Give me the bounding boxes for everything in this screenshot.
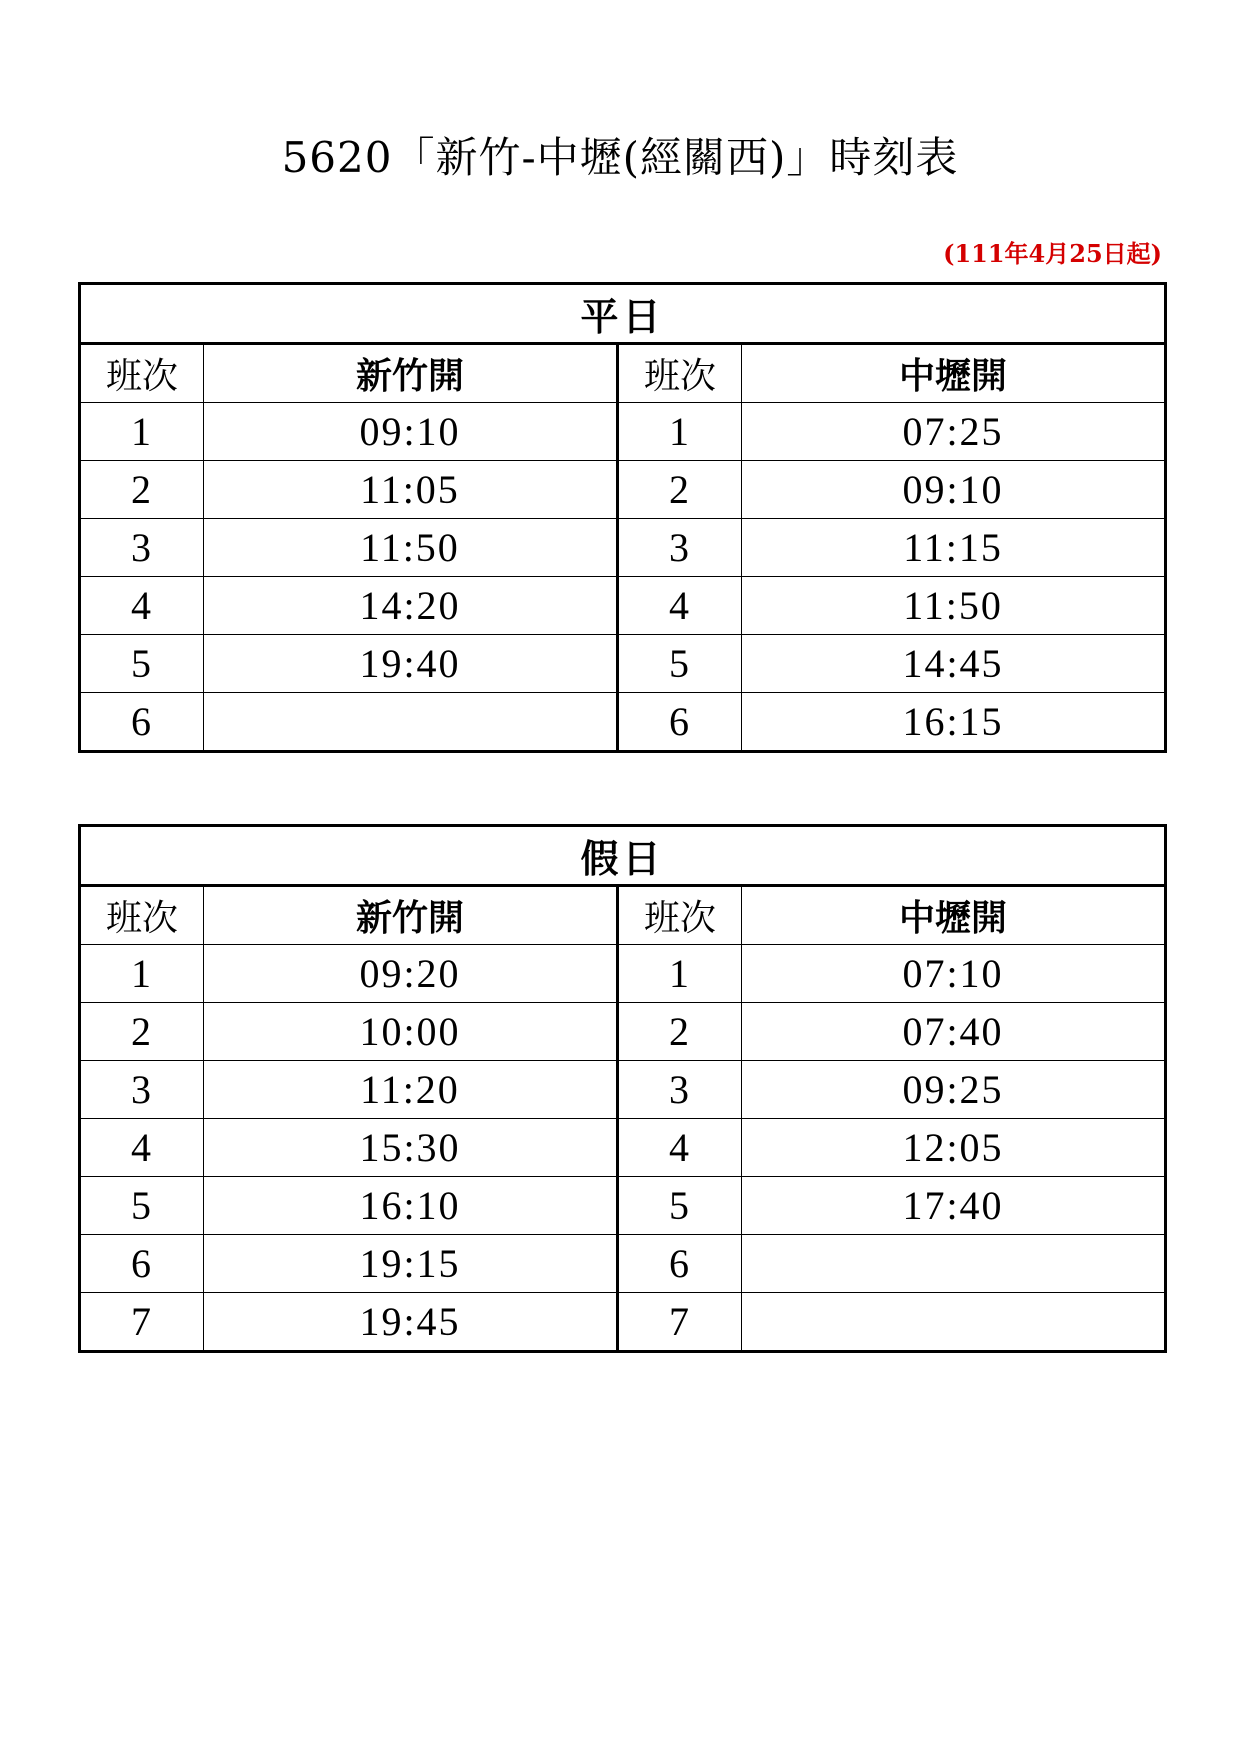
table-row [80, 461, 1166, 519]
zhongli-departure-time: 07:10 [742, 945, 1166, 1003]
zhongli-departure-time [742, 1235, 1166, 1293]
hsinchu-departure-time: 10:00 [204, 1003, 618, 1061]
run-number: 1 [618, 403, 742, 461]
run-number: 1 [80, 945, 204, 1003]
zhongli-departure-time: 09:25 [742, 1061, 1166, 1119]
run-number: 3 [80, 519, 204, 577]
hsinchu-departure-time: 09:10 [204, 403, 618, 461]
run-number: 4 [80, 1119, 204, 1177]
run-number: 2 [618, 461, 742, 519]
column-header-run-number: 班次 [618, 886, 742, 945]
effective-date: (111年4月25日起) [943, 239, 1162, 268]
table-row [80, 1293, 1166, 1352]
column-header-run-number: 班次 [80, 344, 204, 403]
run-number: 5 [80, 635, 204, 693]
run-number: 2 [618, 1003, 742, 1061]
table-row [80, 519, 1166, 577]
column-header-zhongli-departure: 中壢開 [742, 886, 1166, 945]
hsinchu-departure-time: 19:40 [204, 635, 618, 693]
table-row [80, 1061, 1166, 1119]
run-number: 1 [80, 403, 204, 461]
table-row [80, 577, 1166, 635]
hsinchu-departure-time: 19:15 [204, 1235, 618, 1293]
hsinchu-departure-time: 15:30 [204, 1119, 618, 1177]
hsinchu-departure-time: 11:50 [204, 519, 618, 577]
run-number: 2 [80, 1003, 204, 1061]
page-title: 5620「新竹-中壢(經關西)」時刻表 [281, 133, 959, 182]
zhongli-departure-time: 14:45 [742, 635, 1166, 693]
zhongli-departure-time: 17:40 [742, 1177, 1166, 1235]
hsinchu-departure-time: 11:20 [204, 1061, 618, 1119]
table-row [80, 693, 1166, 752]
weekday-timetable [78, 282, 1167, 753]
zhongli-departure-time: 11:50 [742, 577, 1166, 635]
run-number: 4 [618, 1119, 742, 1177]
column-header-run-number: 班次 [80, 886, 204, 945]
hsinchu-departure-time: 11:05 [204, 461, 618, 519]
run-number: 1 [618, 945, 742, 1003]
table-row [80, 1003, 1166, 1061]
column-header-run-number: 班次 [618, 344, 742, 403]
run-number: 4 [80, 577, 204, 635]
zhongli-departure-time: 07:25 [742, 403, 1166, 461]
table-row [80, 403, 1166, 461]
run-number: 7 [618, 1293, 742, 1352]
run-number: 6 [80, 693, 204, 752]
run-number: 6 [618, 693, 742, 752]
table-row [80, 1119, 1166, 1177]
run-number: 5 [618, 1177, 742, 1235]
run-number: 5 [80, 1177, 204, 1235]
run-number: 3 [618, 519, 742, 577]
run-number: 6 [618, 1235, 742, 1293]
run-number: 2 [80, 461, 204, 519]
run-number: 3 [618, 1061, 742, 1119]
run-number: 6 [80, 1235, 204, 1293]
run-number: 3 [80, 1061, 204, 1119]
run-number: 4 [618, 577, 742, 635]
table-row [80, 1177, 1166, 1235]
hsinchu-departure-time: 14:20 [204, 577, 618, 635]
hsinchu-departure-time: 16:10 [204, 1177, 618, 1235]
zhongli-departure-time: 09:10 [742, 461, 1166, 519]
zhongli-departure-time: 16:15 [742, 693, 1166, 752]
table-row [80, 1235, 1166, 1293]
holiday-timetable [78, 824, 1167, 1353]
table-row [80, 945, 1166, 1003]
run-number: 5 [618, 635, 742, 693]
column-header-hsinchu-departure: 新竹開 [204, 344, 618, 403]
hsinchu-departure-time [204, 693, 618, 752]
hsinchu-departure-time: 19:45 [204, 1293, 618, 1352]
table-row [80, 635, 1166, 693]
zhongli-departure-time [742, 1293, 1166, 1352]
zhongli-departure-time: 07:40 [742, 1003, 1166, 1061]
run-number: 7 [80, 1293, 204, 1352]
zhongli-departure-time: 12:05 [742, 1119, 1166, 1177]
holiday-section-title: 假日 [80, 826, 1166, 886]
hsinchu-departure-time: 09:20 [204, 945, 618, 1003]
weekday-section-title: 平日 [80, 284, 1166, 344]
column-header-zhongli-departure: 中壢開 [742, 344, 1166, 403]
column-header-hsinchu-departure: 新竹開 [204, 886, 618, 945]
zhongli-departure-time: 11:15 [742, 519, 1166, 577]
